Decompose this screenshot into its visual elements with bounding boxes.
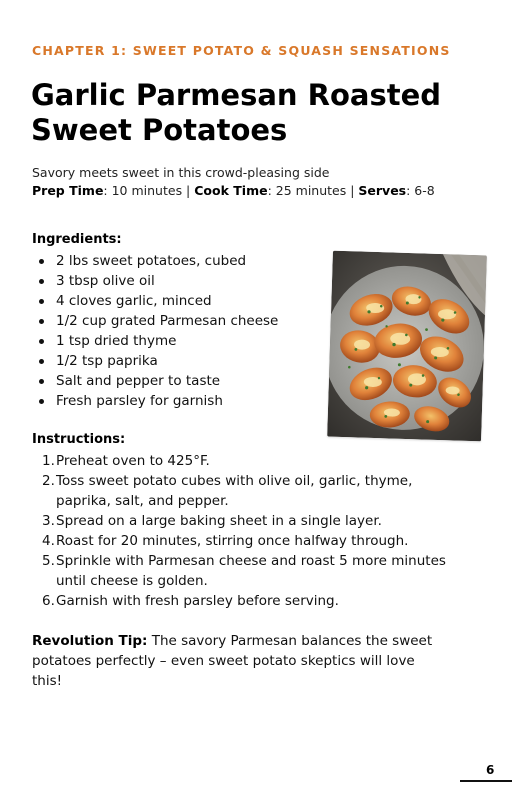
chapter-heading: CHAPTER 1: SWEET POTATO & SQUASH SENSATIONS xyxy=(32,43,451,58)
prep-time-value: : 10 minutes | xyxy=(103,183,195,198)
page-number-underline xyxy=(460,780,512,782)
step-text: Sprinkle with Parmesan cheese and roast 5 more minutes until cheese is golden. xyxy=(56,553,446,589)
instruction-step xyxy=(36,471,456,511)
ingredient-item: 1/2 tsp paprika xyxy=(36,351,336,371)
ingredient-item: 4 cloves garlic, minced xyxy=(36,291,336,311)
step-text: Preheat oven to 425°F. xyxy=(56,453,210,469)
prep-time-label: Prep Time xyxy=(32,183,104,198)
step-number: 6. xyxy=(42,593,55,609)
instruction-step xyxy=(36,451,456,471)
ingredients-heading: Ingredients: xyxy=(32,232,122,247)
instruction-step xyxy=(36,591,456,611)
step-text: Roast for 20 minutes, stirring once halfway through. xyxy=(56,533,409,549)
ingredient-item: Fresh parsley for garnish xyxy=(36,391,336,411)
recipe-meta xyxy=(32,182,435,200)
step-text: Garnish with fresh parsley before serving. xyxy=(56,593,339,609)
cook-time-value: : 25 minutes | xyxy=(267,183,359,198)
ingredients-list xyxy=(36,251,336,411)
step-number: 3. xyxy=(42,513,55,529)
instructions-list xyxy=(36,451,456,611)
step-number: 2. xyxy=(42,473,55,489)
ingredient-item: 2 lbs sweet potatoes, cubed xyxy=(36,251,336,271)
step-text: Spread on a large baking sheet in a single layer. xyxy=(56,513,382,529)
ingredient-item: 3 tbsp olive oil xyxy=(36,271,336,291)
step-number: 5. xyxy=(42,553,55,569)
serves-label: Serves xyxy=(358,183,407,198)
recipe-subtitle: Savory meets sweet in this crowd-pleasing side xyxy=(32,165,330,180)
tip-label: Revolution Tip: xyxy=(32,633,148,649)
revolution-tip xyxy=(32,631,442,691)
ingredient-item: 1/2 cup grated Parmesan cheese xyxy=(36,311,336,331)
page-number: 6 xyxy=(486,763,495,777)
tip-text: The savory Parmesan balances the sweet potatoes perfectly – even sweet potato skeptics will love this! xyxy=(32,633,433,689)
instruction-step xyxy=(36,511,456,531)
recipe-title: Garlic Parmesan Roasted Sweet Potatoes xyxy=(31,78,442,147)
ingredient-item: 1 tsp dried thyme xyxy=(36,331,336,351)
step-number: 4. xyxy=(42,533,55,549)
instructions-heading: Instructions: xyxy=(32,432,126,447)
recipe-photo xyxy=(327,251,487,442)
ingredient-item: Salt and pepper to taste xyxy=(36,371,336,391)
instruction-step xyxy=(36,551,456,591)
instruction-step xyxy=(36,531,456,551)
cook-time-label: Cook Time xyxy=(194,183,268,198)
serves-value: : 6-8 xyxy=(406,183,435,198)
step-text: Toss sweet potato cubes with olive oil, garlic, thyme, paprika, salt, and pepper. xyxy=(56,473,413,509)
step-number: 1. xyxy=(42,453,55,469)
